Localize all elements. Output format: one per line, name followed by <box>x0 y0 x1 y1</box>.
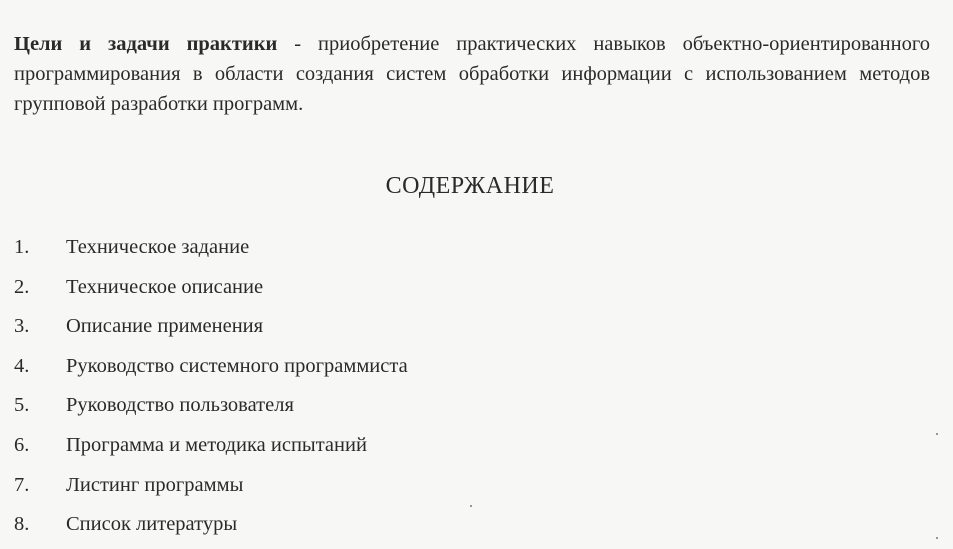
toc-item <box>14 351 408 391</box>
toc-item <box>14 470 408 510</box>
toc-item-number: 7. <box>14 473 30 496</box>
toc-item-number: 6. <box>14 433 30 456</box>
toc-list <box>14 232 408 549</box>
toc-item-label: Руководство пользователя <box>66 394 294 417</box>
intro-lead: Цели и задачи практики <box>14 32 278 55</box>
toc-item-number: 8. <box>14 513 30 536</box>
toc-item-number: 3. <box>14 315 30 338</box>
toc-item-number: 5. <box>14 394 30 417</box>
scan-speck <box>936 537 938 539</box>
toc-item-label: Техническое задание <box>66 236 250 258</box>
scan-speck <box>936 433 938 435</box>
toc-item-label: Программа и методика испытаний <box>66 433 367 456</box>
toc-item-number: 4. <box>14 354 30 377</box>
toc-item-label: Техническое описание <box>66 275 264 298</box>
toc-item <box>14 311 408 351</box>
scan-speck <box>470 505 472 507</box>
toc-item <box>14 390 408 430</box>
toc-item-label: Список литературы <box>66 513 238 536</box>
toc-item-number: 1. <box>14 236 30 258</box>
toc-item <box>14 232 408 272</box>
intro-text: - приобретение практических навыков объектно-ориентированного программирования в области создания систем обработки информации с использованием методов групповой разработки программ. <box>14 32 930 115</box>
toc-item-label: Листинг программы <box>66 473 244 496</box>
toc-item <box>14 509 408 549</box>
intro-paragraph <box>14 29 930 119</box>
toc-title: СОДЕРЖАНИЕ <box>385 173 555 199</box>
toc-item-label: Описание применения <box>66 315 264 338</box>
toc-item <box>14 430 408 470</box>
toc-item-label: Руководство системного программиста <box>66 354 408 377</box>
toc-item-number: 2. <box>14 275 30 298</box>
toc-item <box>14 272 408 312</box>
